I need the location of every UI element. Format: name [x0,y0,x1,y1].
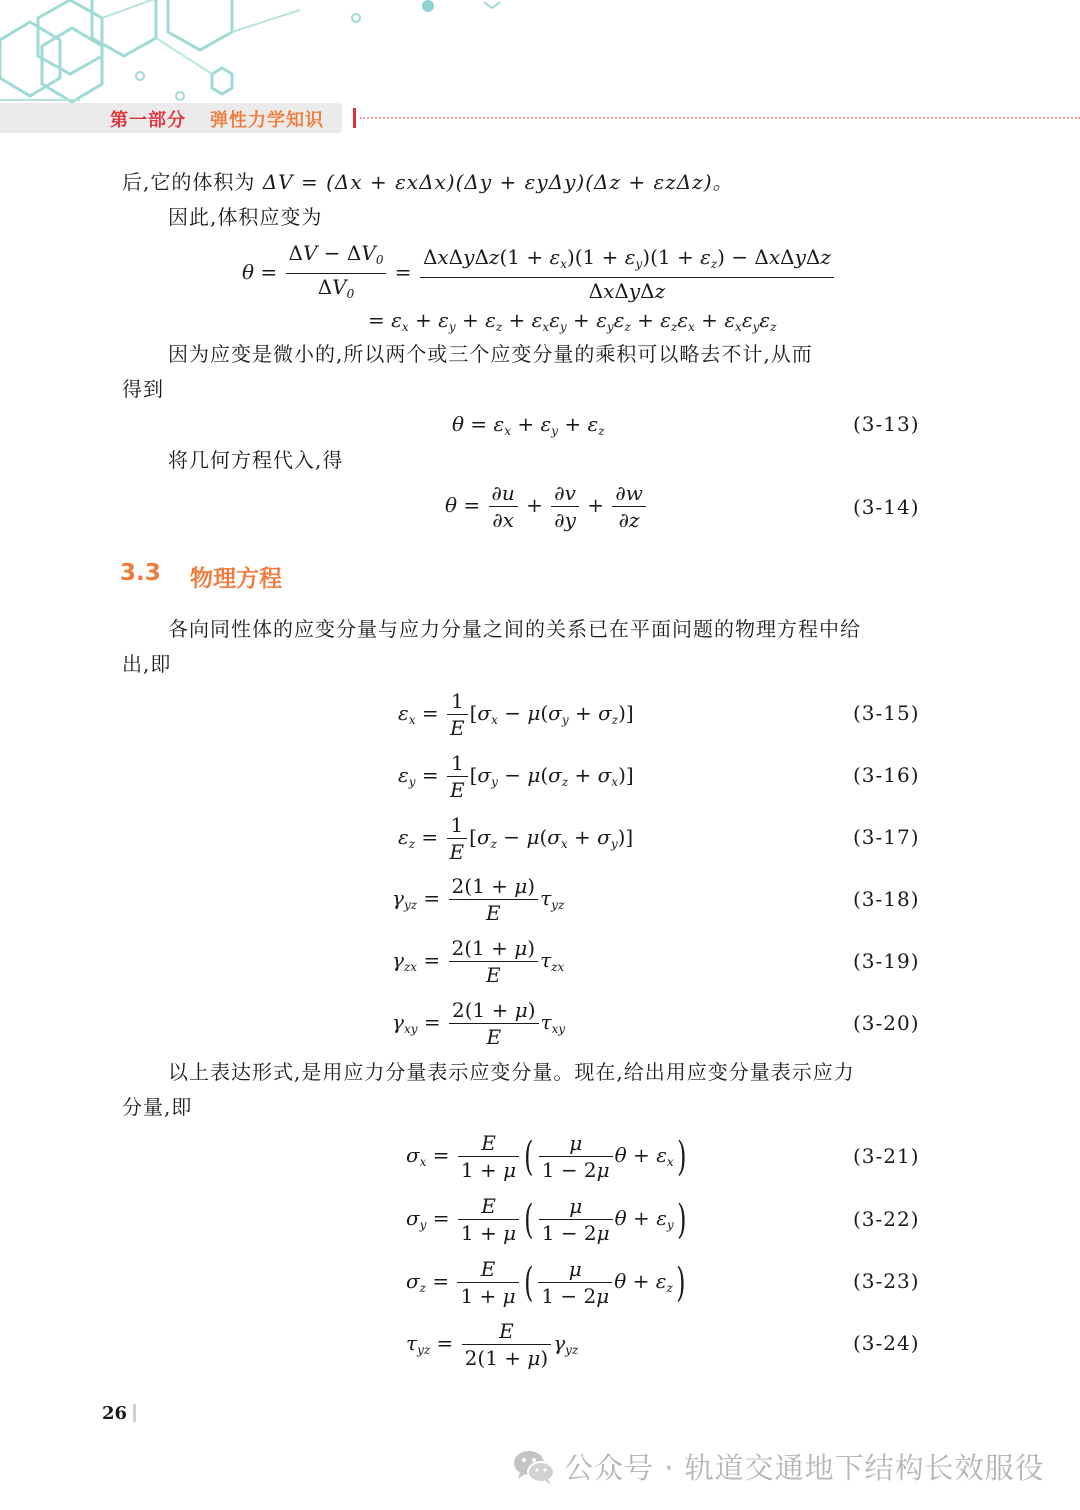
paragraph-small-strain-line2: 得到 [122,377,164,401]
paragraph-volume-strain-text: 因此,体积应变为 [168,205,323,229]
equation-number-3-18: (3-18) [853,887,920,911]
hexagon-decoration [0,0,520,110]
section-title: 物理方程 [190,566,282,592]
paragraph-substitute-text: 将几何方程代入,得 [168,448,344,472]
equation-number-3-23: (3-23) [853,1269,920,1293]
equation-3-18: $\gamma_{yz}$ = $\frac{2(1 + \mu)}{E}$ $\tau_{yz}$ [392,874,565,925]
header-rule [360,117,1080,119]
equation-3-24: $\tau_{yz}$ = $\frac{E}{2(1 + \mu)}$ $\gamma_{yz}$ [406,1319,579,1370]
paragraph-inverse-line2: 分量,即 [122,1095,193,1119]
wechat-icon [512,1448,556,1486]
volume-strain-equation: θ = $\frac{\Delta V - \Delta V_0}{\Delta V_0}$ = $\frac{\Delta x\Delta y\Delta z(1 + \varepsilon_x)(1 + \varepsilon_y)(1 + \varepsilon_z) - \Delta x\Delta y\Delta z}{\text{ΔxΔyΔz}}$ [242,240,836,307]
equation-number-3-21: (3-21) [853,1144,920,1168]
equation-number-3-19: (3-19) [853,949,920,973]
paragraph-isotropic [122,612,922,682]
equation-3-14: θ = $\frac{\partial u}{\partial x}$ + $\frac{\partial v}{\partial y}$ + $\frac{\partial w}{\partial z}$ [445,480,648,533]
watermark-text: 公众号 · 轨道交通地下结构长效服役 [564,1451,1045,1485]
paragraph-inverse [122,1055,922,1125]
equation-number-3-16: (3-16) [853,763,920,787]
page-number: 26 [102,1403,128,1424]
equation-number-3-20: (3-20) [853,1011,920,1035]
equation-number-3-24: (3-24) [853,1331,920,1355]
equation-3-16: $\varepsilon_y$ = $\frac{1}{E}$ $[\sigma_y - \mu(\sigma_z + \sigma_x)]$ [398,751,634,802]
paragraph-isotropic-line2: 出,即 [122,652,172,676]
equation-3-15: $\varepsilon_x$ = $\frac{1}{E}$ $[\sigma_x - \mu(\sigma_y + \sigma_z)]$ [398,689,634,740]
equation-3-19: $\gamma_{zx}$ = $\frac{2(1 + \mu)}{E}$ $\tau_{zx}$ [392,936,565,987]
part-label: 第一部分 [110,110,186,131]
volume-formula: ΔV = (Δx + εxΔx)(Δy + εyΔy)(Δz + εzΔz)。 [262,170,734,194]
header-divider [353,108,356,128]
paragraph-substitute [122,443,922,478]
paragraph-small-strain-line1: 因为应变是微小的,所以两个或三个应变分量的乘积可以略去不计,从而 [168,342,813,366]
equation-number-3-14: (3-14) [853,495,920,519]
equation-3-20: $\gamma_{xy}$ = $\frac{2(1 + \mu)}{E}$ $\tau_{xy}$ [392,998,566,1049]
equation-3-21: $\sigma_x$ = $\frac{E}{1 + \mu}$ ( $\frac{\mu}{1 - 2\mu}$ $\theta + \varepsilon_x$) [406,1131,687,1182]
equation-number-3-13: (3-13) [853,412,920,436]
section-number: 3.3 [120,560,161,586]
equation-3-22: $\sigma_y$ = $\frac{E}{1 + \mu}$ ( $\frac{\mu}{1 - 2\mu}$ $\theta + \varepsilon_y$) [406,1194,687,1245]
paragraph-isotropic-line1: 各向同性体的应变分量与应力分量之间的关系已在平面问题的物理方程中给 [168,617,861,641]
volume-strain-expansion: = $\varepsilon_x + \varepsilon_y + \varepsilon_z + \varepsilon_x\varepsilon_y + \varepsilon_y\varepsilon_z + \varepsilon_z\varepsilon_x + \varepsilon_x\varepsilon_y\varepsilon_z$ [368,308,777,334]
watermark [512,1444,1072,1494]
part-title: 弹性力学知识 [210,110,324,131]
paragraph-volume [122,165,922,200]
paragraph-volume-prefix: 后,它的体积为 [122,170,256,194]
equation-3-17: $\varepsilon_z$ = $\frac{1}{E}$ $[\sigma_z - \mu(\sigma_x + \sigma_y)]$ [398,813,634,864]
equation-number-3-17: (3-17) [853,825,920,849]
paragraph-inverse-line1: 以上表达形式,是用应力分量表示应变分量。现在,给出用应变分量表示应力 [168,1060,855,1084]
equation-3-13: $\theta = \varepsilon_x + \varepsilon_y + \varepsilon_z$ [452,412,605,438]
paragraph-volume-strain [122,200,922,235]
equation-3-23: $\sigma_z$ = $\frac{E}{1 + \mu}$ ( $\frac{\mu}{1 - 2\mu}$ $\theta + \varepsilon_z$) [406,1257,686,1308]
paragraph-small-strain [122,337,922,407]
page-number-bar [133,1404,136,1422]
equation-number-3-22: (3-22) [853,1207,920,1231]
equation-number-3-15: (3-15) [853,701,920,725]
